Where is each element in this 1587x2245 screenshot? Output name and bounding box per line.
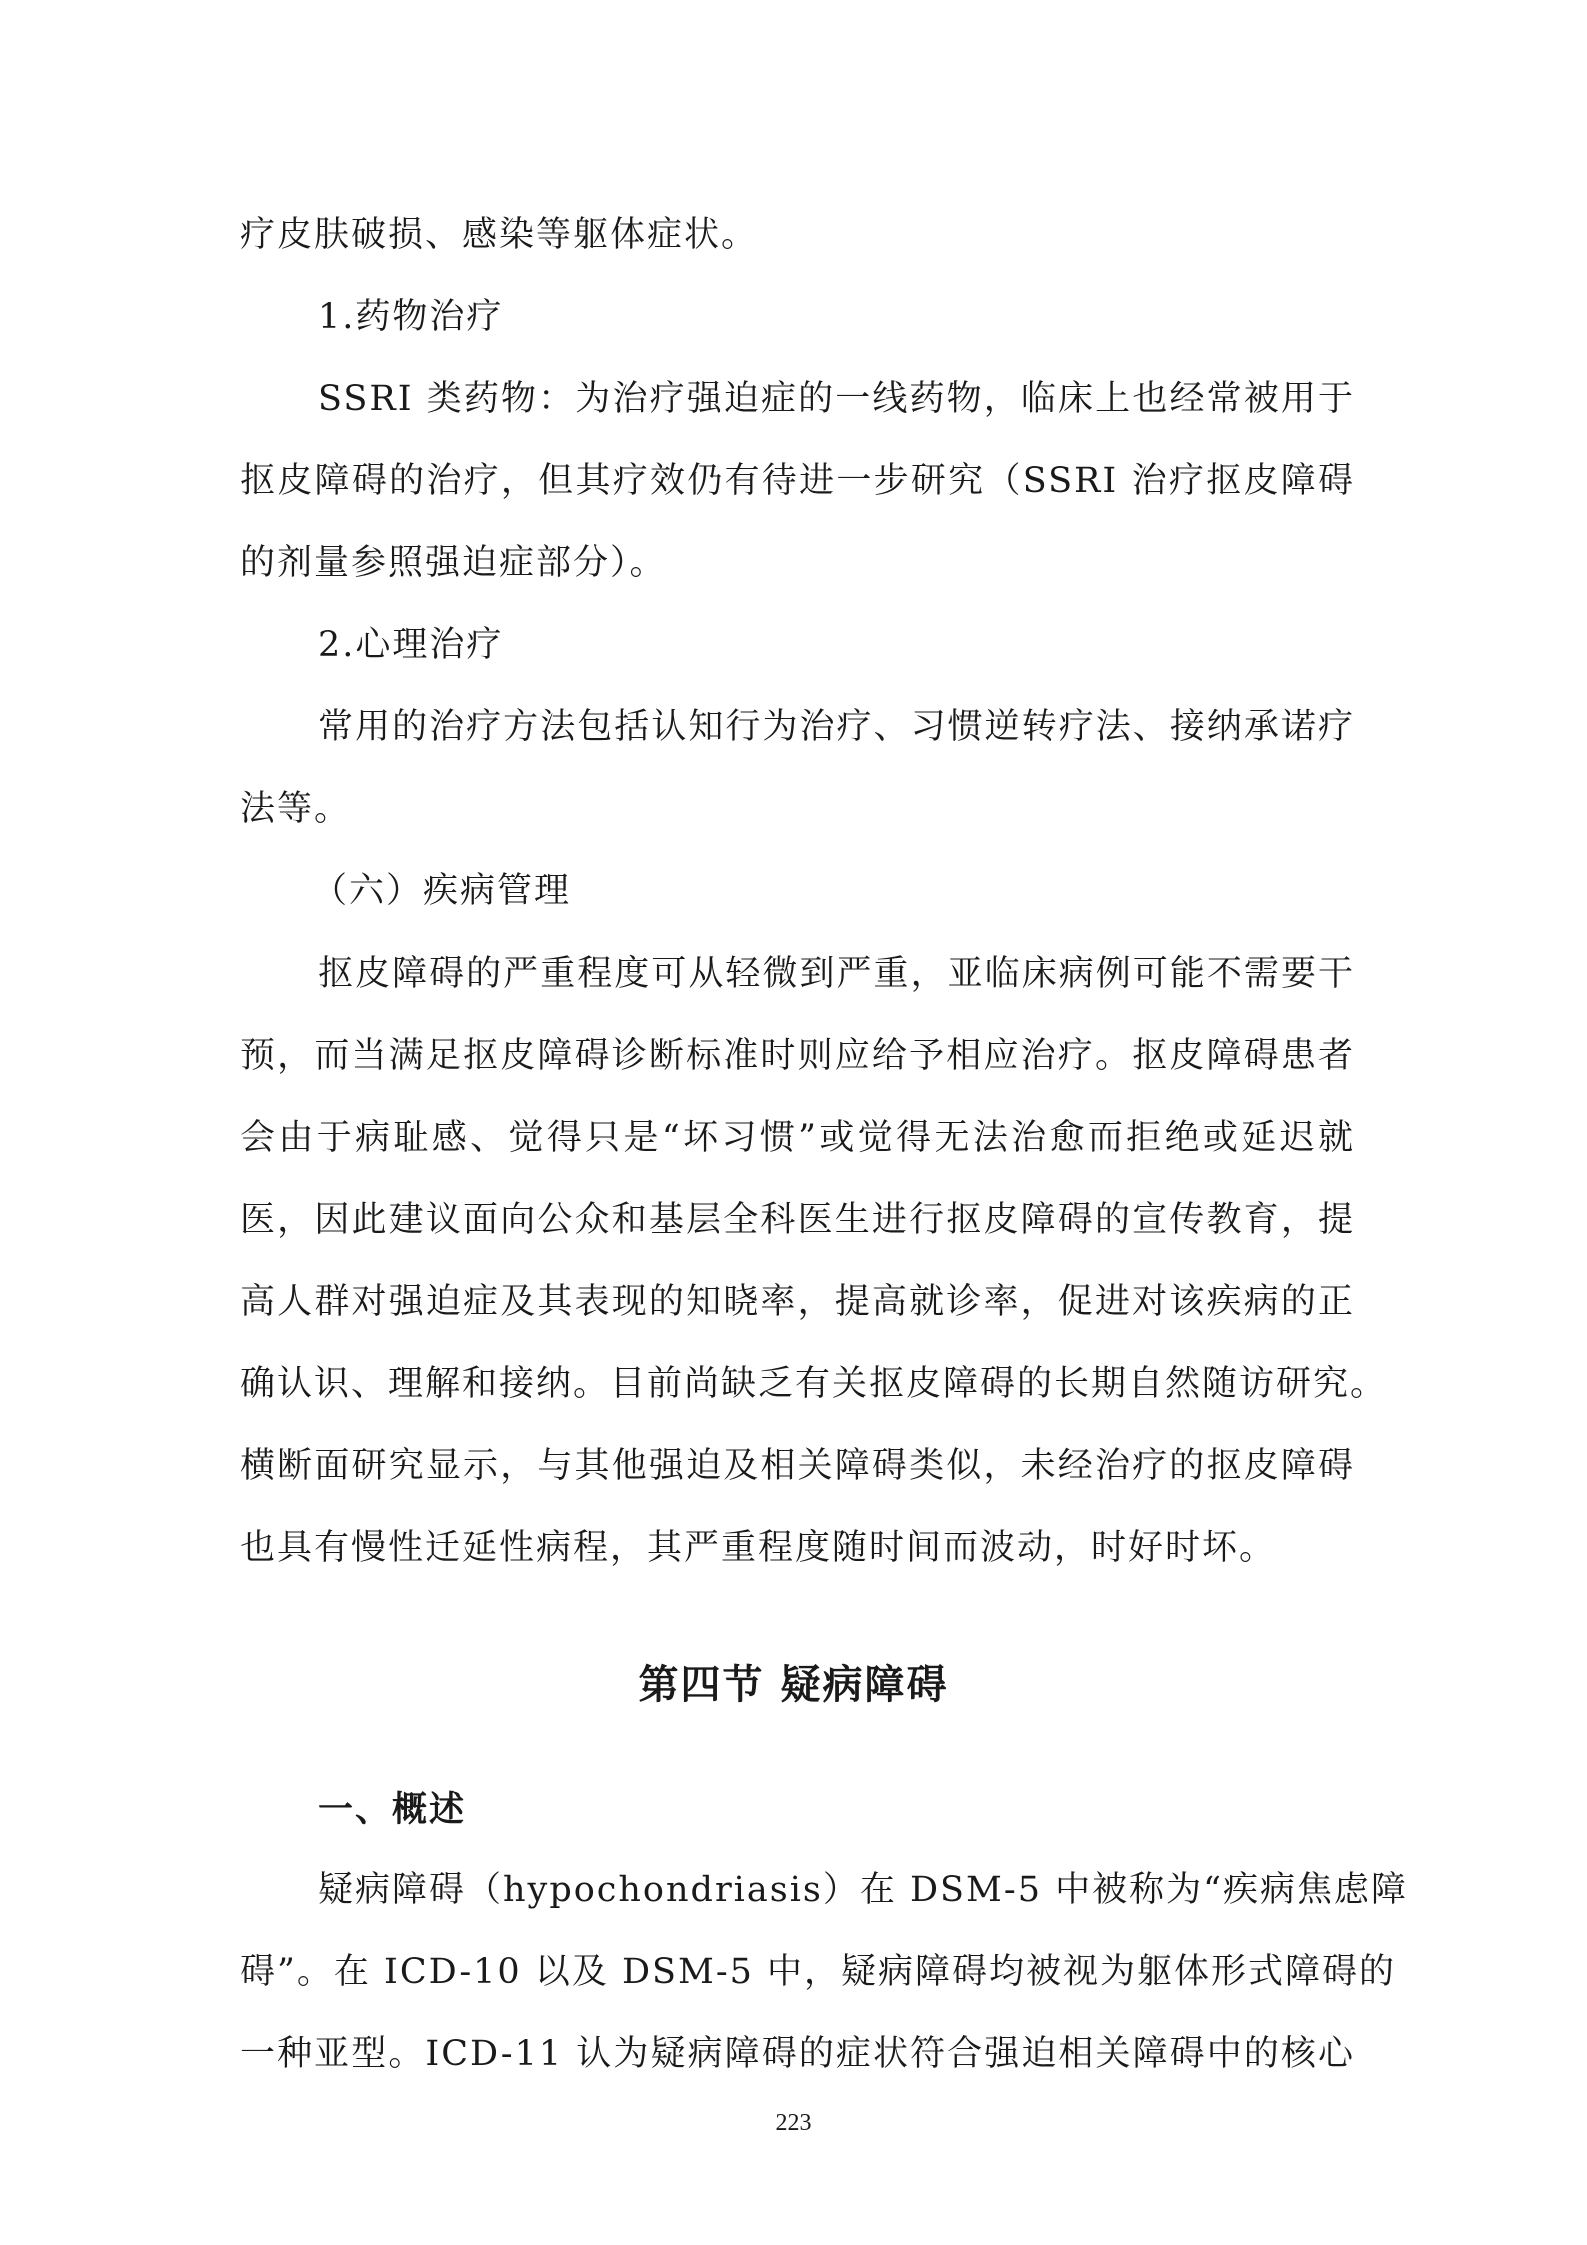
paragraph-line: 法等。: [240, 789, 352, 829]
paragraph-line: 也具有慢性迁延性病程，其严重程度随时间而波动，时好时坏。: [240, 1528, 1277, 1568]
item-heading-disease-management: （六）疾病管理: [312, 871, 572, 911]
page-number: 223: [775, 2110, 812, 2136]
paragraph-line: SSRI 类药物：为治疗强迫症的一线药物，临床上也经常被用于: [318, 379, 1355, 419]
paragraph-line: 医，因此建议面向公众和基层全科医生进行抠皮障碍的宣传教育，提: [240, 1200, 1355, 1240]
paragraph-line: 抠皮障碍的治疗，但其疗效仍有待进一步研究（SSRI 治疗抠皮障碍: [240, 461, 1355, 501]
paragraph-line: 预，而当满足抠皮障碍诊断标准时则应给予相应治疗。抠皮障碍患者: [240, 1036, 1355, 1076]
paragraph-line: 疑病障碍（hypochondriasis）在 DSM-5 中被称为“疾病焦虑障: [318, 1870, 1408, 1910]
paragraph-line: 的剂量参照强迫症部分）。: [240, 543, 667, 583]
paragraph-line: 抠皮障碍的严重程度可从轻微到严重，亚临床病例可能不需要干: [318, 954, 1355, 994]
paragraph-line: 会由于病耻感、觉得只是“坏习惯”或觉得无法治愈而拒绝或延迟就: [240, 1118, 1355, 1158]
item-heading-psychotherapy: 2.心理治疗: [318, 625, 504, 665]
paragraph-line: 碍”。在 ICD-10 以及 DSM-5 中，疑病障碍均被视为躯体形式障碍的: [240, 1952, 1397, 1992]
subsection-title: 一、概述: [318, 1790, 467, 1830]
paragraph-line: 常用的治疗方法包括认知行为治疗、习惯逆转疗法、接纳承诺疗: [318, 707, 1355, 747]
paragraph-line: 确认识、理解和接纳。目前尚缺乏有关抠皮障碍的长期自然随访研究。: [240, 1364, 1388, 1404]
paragraph-line: 高人群对强迫症及其表现的知晓率，提高就诊率，促进对该疾病的正: [240, 1282, 1355, 1322]
paragraph-line: 一种亚型。ICD-11 认为疑病障碍的症状符合强迫相关障碍中的核心: [240, 2034, 1355, 2074]
item-heading-medication: 1.药物治疗: [318, 297, 504, 337]
paragraph-line: 横断面研究显示，与其他强迫及相关障碍类似，未经治疗的抠皮障碍: [240, 1446, 1355, 1486]
section-title: 第四节 疑病障碍: [638, 1662, 949, 1708]
paragraph-line: 疗皮肤破损、感染等躯体症状。: [240, 215, 759, 255]
